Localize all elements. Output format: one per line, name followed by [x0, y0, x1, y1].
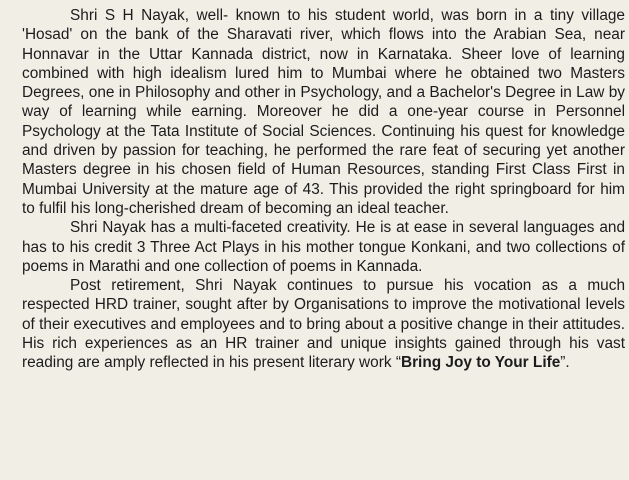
document-page: [22, 6, 625, 476]
paragraph-retirement: [22, 276, 625, 372]
closing-quote: ”.: [560, 354, 570, 372]
book-title: Bring Joy to Your Life: [400, 354, 561, 372]
paragraph-creativity: Shri Nayak has a multi-faceted creativity. He is at ease in several languages and has to his credit 3 Three Act Plays in his mother tongue Konkani, and two collections of poems in Marathi and one collection of poems in Kannada.: [22, 219, 625, 275]
paragraph-biography: Shri S H Nayak, well- known to his student world, was born in a tiny village 'Hosad' on the bank of the Sharavati river, which flows into the Arabian Sea, near Honnavar in the Uttar Kannada district, now in Karnataka. Sheer love of learning combined with high idealism lured him to Mumbai where he obtained two Masters Degrees, one in Philosophy and other in Psychology, and a Bachelor's Degree in Law by way of learning while earning. Moreover he did a one-year course in Personnel Psychology at the Tata Institute of Social Sciences. Continuing his quest for knowledge and driven by passion for teaching, he performed the rare feat of securing yet another Masters degree in his chosen field of Human Resources, standing First Class First in Mumbai University at the mature age of 43. This provided the right springboard for him to fulfil his long-cherished dream of becoming an ideal teacher.: [22, 7, 625, 217]
paragraph-retirement-text: Post retirement, Shri Nayak continues to pursue his vocation as a much respected HRD trainer, sought after by Organisations to improve the motivational levels of their executives and employees and to bring about a positive change in their attitudes. His rich experiences as an HR trainer and unique insights gained through his vast reading are amply reflected in his present literary work “: [22, 277, 625, 372]
